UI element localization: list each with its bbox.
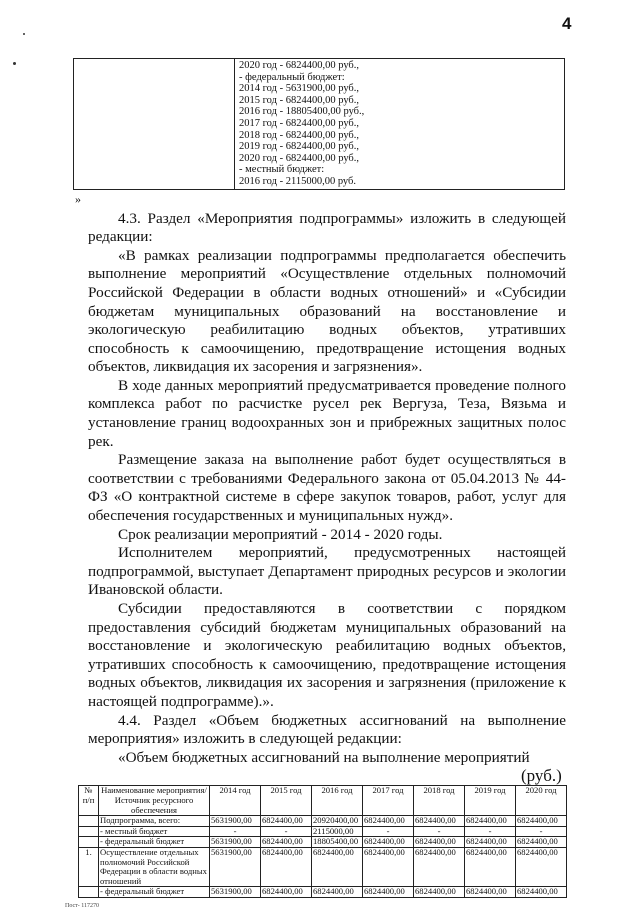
amount-cell: 6824400,00 (465, 847, 516, 886)
column-header: 2016 год (312, 786, 363, 816)
amount-cell: 5631900,00 (210, 887, 261, 898)
amount-cell: 6824400,00 (516, 816, 567, 827)
funding-line: 2014 год - 5631900,00 руб., (239, 83, 360, 95)
amount-cell: 6824400,00 (363, 847, 414, 886)
scan-speck (23, 33, 25, 35)
funding-line: 2017 год - 6824400,00 руб., (239, 117, 360, 129)
amount-cell: 6824400,00 (465, 837, 516, 848)
row-number (79, 887, 99, 898)
amount-cell: - (414, 826, 465, 837)
funding-line: 2019 год - 6824400,00 руб., (239, 141, 360, 153)
amount-cell: 6824400,00 (516, 887, 567, 898)
paragraph: Размещение заказа на выполнение работ будет осуществляться в соответствии с требованиями Федерального закона от 05.04.2013 № 44-ФЗ «О контрактной системе в сфере закупок товаров, работ, услуг для обеспечения государственных и муниципальных нужд». (88, 451, 566, 525)
amount-cell: 6824400,00 (414, 847, 465, 886)
amount-cell: 6824400,00 (414, 816, 465, 827)
amount-cell: 6824400,00 (363, 816, 414, 827)
table-row (79, 837, 567, 848)
column-header: № п/п (79, 786, 99, 816)
table-row (79, 816, 567, 827)
amount-cell: 5631900,00 (210, 847, 261, 886)
column-header: 2019 год (465, 786, 516, 816)
funding-summary-table (73, 58, 565, 190)
funding-lines-cell (235, 59, 565, 190)
amount-cell: 6824400,00 (414, 837, 465, 848)
amount-cell: - (210, 826, 261, 837)
row-name: - местный бюджет (99, 826, 210, 837)
row-name: - федеральный бюджет (99, 837, 210, 848)
row-name: Осуществление отдельных полномочий Российской Федерации в области водных отношений (99, 847, 210, 886)
row-name: - федеральный бюджет (99, 887, 210, 898)
amount-cell: 6824400,00 (516, 847, 567, 886)
funding-line: 2018 год - 6824400,00 руб., (239, 129, 360, 141)
scan-speck (13, 62, 16, 65)
amount-cell: 6824400,00 (261, 837, 312, 848)
funding-line: 2015 год - 6824400,00 руб., (239, 94, 360, 106)
table-row (79, 847, 567, 886)
amount-cell: 5631900,00 (210, 837, 261, 848)
row-number: 1. (79, 847, 99, 886)
paragraph: Субсидии предоставляются в соответствии с порядком предоставления субсидий бюджетам муниципальных образований на восстановление и экологическую реабилитацию водных объектов, утративших способность к самоочищению, предотвращение истощения водных объектов, ликвидация их засорения и загрязнения (приложение к настоящей подпрограмме).». (88, 600, 566, 710)
amount-cell: 6824400,00 (261, 887, 312, 898)
paragraph: Исполнителем мероприятий, предусмотренных настоящей подпрограммой, выступает Департамент природных ресурсов и экологии Ивановской области. (88, 544, 566, 599)
column-header: Наименование мероприятия/Источник ресурсного обеспечения (99, 786, 210, 816)
paragraph: «В рамках реализации подпрограммы предполагается обеспечить выполнение мероприятий «Осуществление отдельных полномочий Российской Федерации в области водных отношений» и «Субсидии бюджетам муниципальных образований на восстановление и экологическую реабилитацию водных объектов, утративших способность к самоочищению, предотвращение истощения водных объектов, ликвидация их засорения и загрязнения». (88, 246, 566, 376)
row-number (79, 816, 99, 827)
amount-cell: - (465, 826, 516, 837)
funding-line: 2020 год - 6824400,00 руб., (239, 152, 360, 164)
column-header: 2020 год (516, 786, 567, 816)
amount-cell: 6824400,00 (261, 816, 312, 827)
paragraph-4-4: 4.4. Раздел «Объем бюджетных ассигнований на выполнение мероприятия» изложить в следующей редакции: (88, 711, 566, 748)
amount-cell: 6824400,00 (363, 887, 414, 898)
row-name: Подпрограмма, всего: (99, 816, 210, 827)
closing-quote: » (75, 191, 81, 206)
amount-cell: 2115000,00 (312, 826, 363, 837)
table-row (79, 826, 567, 837)
amount-cell: 18805400,00 (312, 837, 363, 848)
amount-cell: 20920400,00 (312, 816, 363, 827)
funding-line: 2020 год - 6824400,00 руб., (239, 60, 360, 71)
amount-cell: - (516, 826, 567, 837)
amount-cell: 6824400,00 (465, 887, 516, 898)
funding-line: 2016 год - 2115000,00 руб. (239, 175, 357, 187)
unit-label: (руб.) (521, 766, 562, 786)
row-number (79, 826, 99, 837)
amount-cell: 5631900,00 (210, 816, 261, 827)
row-number (79, 837, 99, 848)
empty-label-cell (74, 59, 235, 190)
column-header: 2017 год (363, 786, 414, 816)
amount-cell: 6824400,00 (516, 837, 567, 848)
amount-cell: 6824400,00 (414, 887, 465, 898)
amount-cell: 6824400,00 (312, 847, 363, 886)
column-header: 2015 год (261, 786, 312, 816)
funding-line: - местный бюджет: (239, 164, 325, 176)
amount-cell: - (261, 826, 312, 837)
table-caption: «Объем бюджетных ассигнований на выполнение мероприятий (118, 748, 530, 766)
paragraph-4-3: 4.3. Раздел «Мероприятия подпрограммы» изложить в следующей редакции: (88, 209, 566, 246)
paragraph: Срок реализации мероприятий - 2014 - 2020 годы. (118, 525, 443, 543)
amount-cell: 6824400,00 (465, 816, 516, 827)
document-body (88, 210, 566, 768)
budget-table (78, 785, 567, 898)
paragraph: В ходе данных мероприятий предусматривается проведение полного комплекса работ по расчистке русел рек Вергуза, Теза, Вязьма и установление границ водоохранных зон и прибрежных защитных полос рек. (88, 376, 566, 450)
column-header: 2014 год (210, 786, 261, 816)
funding-line: - федеральный бюджет: (239, 71, 345, 83)
page-number: 4 (562, 14, 572, 33)
amount-cell: 6824400,00 (261, 847, 312, 886)
column-header: 2018 год (414, 786, 465, 816)
amount-cell: 6824400,00 (363, 837, 414, 848)
footer-code: Пост- 117270 (65, 902, 100, 909)
funding-line: 2016 год - 18805400,00 руб., (239, 106, 365, 118)
amount-cell: 6824400,00 (312, 887, 363, 898)
table-row (79, 887, 567, 898)
amount-cell: - (363, 826, 414, 837)
